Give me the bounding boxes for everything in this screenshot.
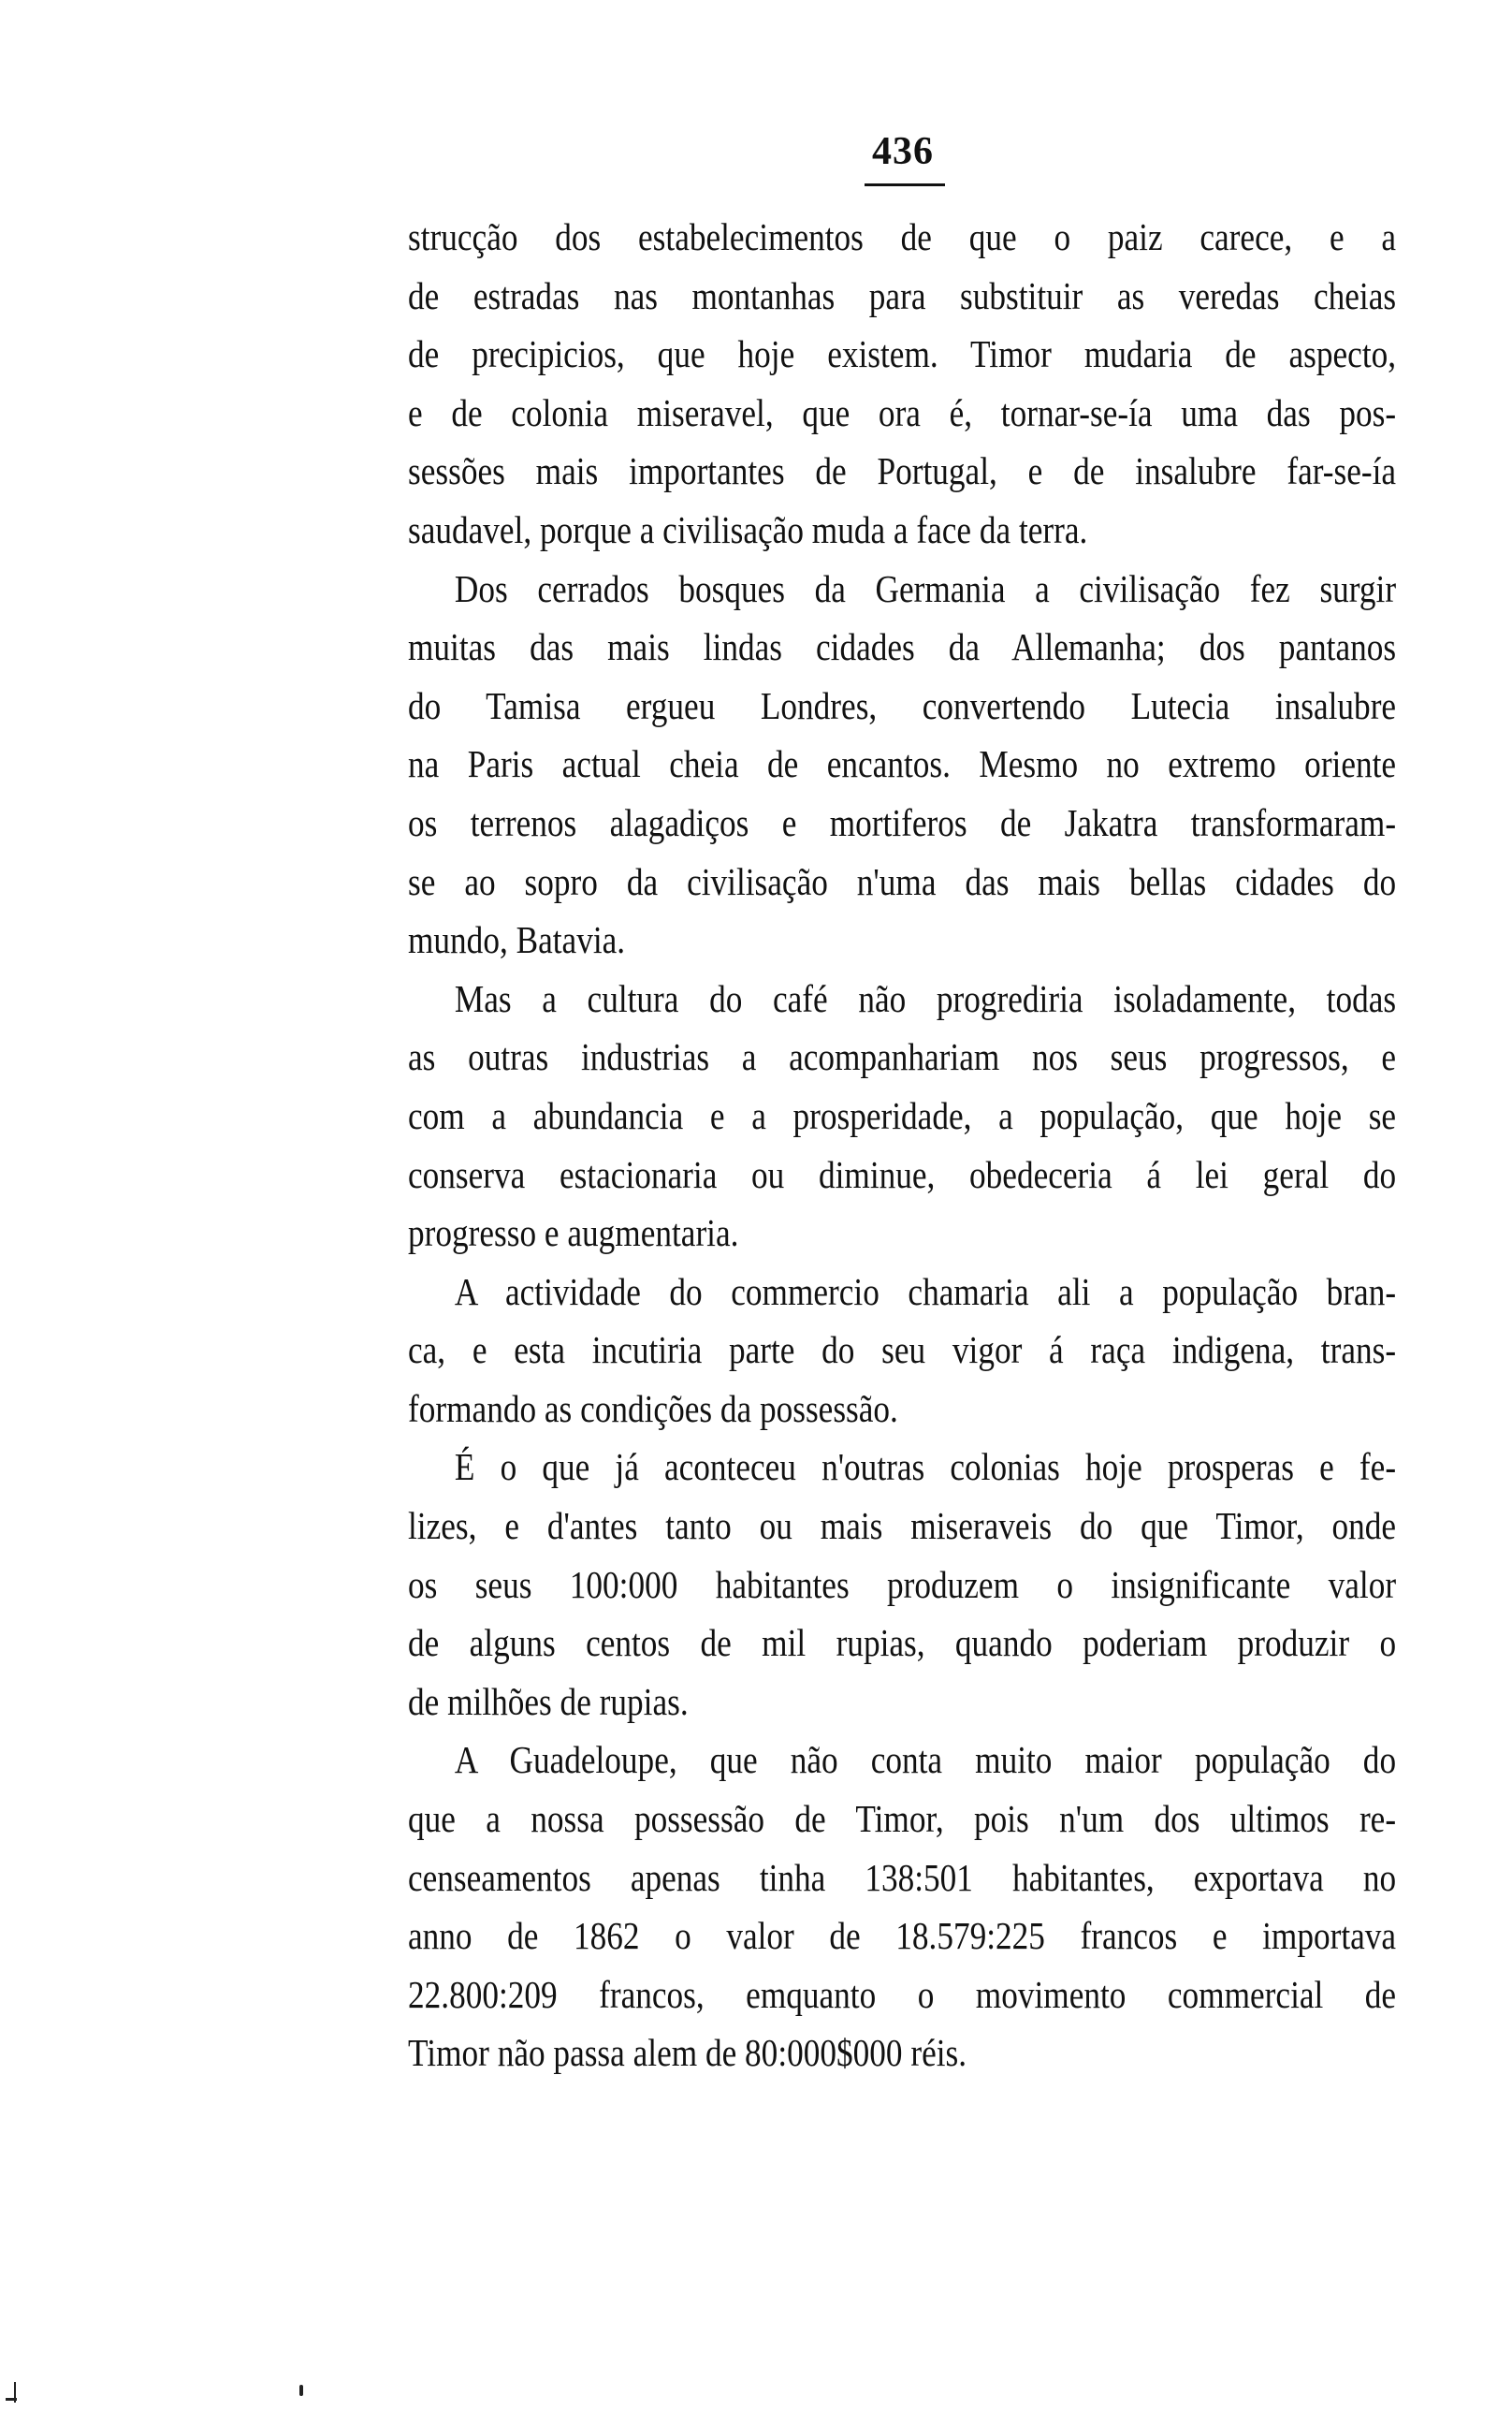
paragraph-5 [408, 1438, 1396, 1731]
paragraph-6 [408, 1731, 1396, 2082]
paragraph-1 [408, 208, 1396, 560]
text-line: ca, e esta incutiria parte do seu vigor á raça indigena, trans- [408, 1328, 1397, 1372]
text-line: do Tamisa ergueu Londres, convertendo Lutecia insalubre [408, 683, 1397, 727]
text-line: formando as condições da possessão. [408, 1386, 898, 1430]
text-line: de precipicios, que hoje existem. Timor mudaria de aspecto, [408, 332, 1397, 376]
body-text [408, 208, 1396, 2082]
text-line: com a abundancia e a prosperidade, a população, que hoje se [408, 1093, 1397, 1137]
text-line: A Guadeloupe, que não conta muito maior população do [454, 1738, 1397, 1782]
paragraph-4 [408, 1263, 1396, 1439]
text-line: os seus 100:000 habitantes produzem o insignificante valor [408, 1562, 1397, 1606]
text-line: as outras industrias a acompanhariam nos seus progressos, e [408, 1035, 1397, 1079]
text-line: censeamentos apenas tinha 138:501 habitantes, exportava no [408, 1855, 1397, 1899]
text-line: de milhões de rupias. [408, 1679, 689, 1723]
text-line: 22.800:209 francos, emquanto o movimento commercial de [408, 1972, 1397, 2016]
text-line: anno de 1862 o valor de 18.579:225 francos e importava [408, 1914, 1397, 1958]
text-line: Timor não passa alem de 80:000$000 réis. [408, 2031, 967, 2075]
page-number-rule [865, 183, 945, 186]
scan-artifact-bottom-dot [299, 2385, 303, 2396]
text-line: que a nossa possessão de Timor, pois n'um dos ultimos re- [408, 1797, 1397, 1841]
text-line: strucção dos estabelecimentos de que o paiz carece, e a [408, 215, 1397, 258]
paragraph-3 [408, 970, 1396, 1263]
text-line: e de colonia miseravel, que ora é, tornar-se-ía uma das pos- [408, 390, 1397, 434]
text-line: se ao sopro da civilisação n'uma das mais bellas cidades do [408, 859, 1397, 903]
text-line: conserva estacionaria ou diminue, obedeceria á lei geral do [408, 1152, 1397, 1196]
scan-artifact-left-bottom-vertical [14, 2382, 16, 2403]
text-line: sessões mais importantes de Portugal, e de insalubre far-se-ía [408, 449, 1397, 493]
text-line: de alguns centos de mil rupias, quando poderiam produzir o [408, 1621, 1397, 1665]
text-line: de estradas nas montanhas para substituir as veredas cheias [408, 273, 1397, 317]
text-line: Dos cerrados bosques da Germania a civilisação fez surgir [454, 566, 1397, 610]
paragraph-2 [408, 560, 1396, 970]
page-number: 436 [872, 130, 934, 173]
text-line: progresso e augmentaria. [408, 1211, 739, 1255]
text-line: os terrenos alagadiços e mortiferos de Jakatra transformaram- [408, 800, 1397, 844]
text-line: Mas a cultura do café não progrediria isoladamente, todas [454, 976, 1397, 1020]
text-line: saudavel, porque a civilisação muda a face da terra. [408, 507, 1088, 551]
text-line: mundo, Batavia. [408, 918, 626, 962]
text-line: É o que já aconteceu n'outras colonias hoje prosperas e fe- [454, 1445, 1397, 1489]
text-line: A actividade do commercio chamaria ali a população bran- [454, 1269, 1397, 1313]
text-line: muitas das mais lindas cidades da Allemanha; dos pantanos [408, 625, 1397, 669]
text-line: lizes, e d'antes tanto ou mais miseraveis do que Timor, onde [408, 1504, 1397, 1548]
text-line: na Paris actual cheia de encantos. Mesmo no extremo oriente [408, 742, 1397, 786]
